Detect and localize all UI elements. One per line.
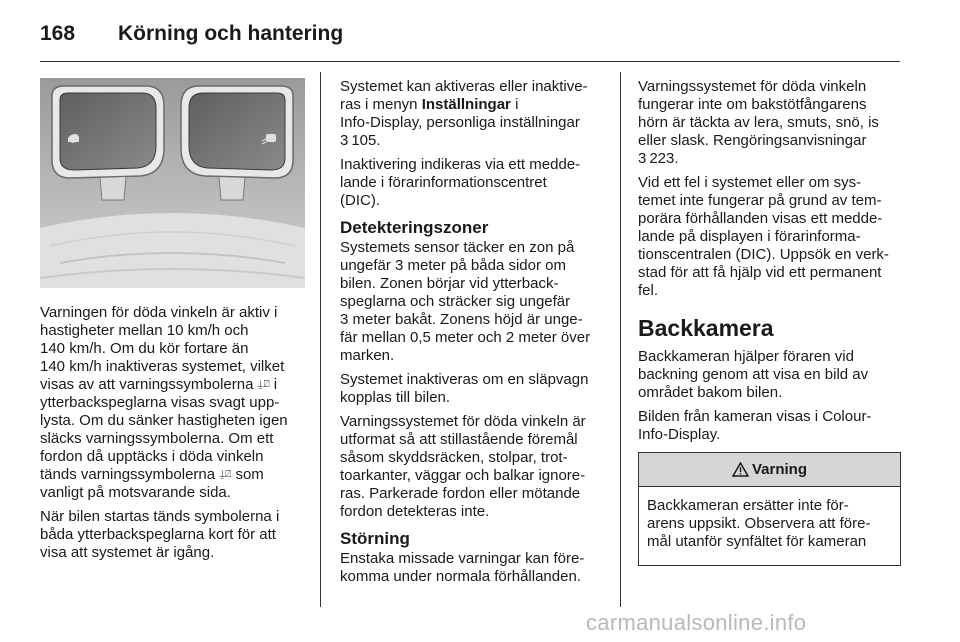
column-2: [340, 78, 606, 592]
section-heading: Störning: [340, 529, 410, 548]
blind-spot-car-icon: ⍊⍁: [219, 469, 232, 480]
watermark: carmanualsonline.info: [586, 610, 807, 635]
header-divider: [40, 61, 900, 62]
page-reference-arrow-icon: 3: [638, 150, 647, 167]
page-number: 168: [40, 22, 76, 45]
page-title: Körning och hantering: [118, 22, 344, 45]
column-divider: [320, 72, 321, 607]
paragraph: Backkameran hjälper föraren vid backning genom att visa en bild av området bakom bilen.: [638, 348, 869, 401]
paragraph: Inaktivering indikeras via ett medde‐ lande i förarinformationscentret (DIC).: [340, 156, 581, 209]
paragraph: När bilen startas tänds symbolerna i båda ytterbackspeglarna kort för att visa att systemet är igång.: [40, 508, 280, 561]
page-header: [40, 22, 343, 48]
paragraph: Bilden från kameran visas i Colour- Info-Display.: [638, 408, 872, 443]
column-divider: [620, 72, 621, 607]
paragraph: Systemets sensor täcker en zon på ungefär 3 meter på båda sidor om bilen. Zonen börjar vid ytterback‐ speglarna och sträcker sig ungefär 3 meter bakåt. Zonens höjd är unge‐ fär mellan 0,5 meter och 2 meter över marken.: [340, 239, 591, 364]
warning-title: Varning: [751, 460, 807, 478]
warning-box: [638, 452, 901, 566]
menu-name: Inställningar: [421, 96, 511, 113]
warning-header: [639, 453, 900, 487]
page-reference-arrow-icon: 3: [340, 132, 349, 149]
paragraph: Vid ett fel i systemet eller om sys‐ temet inte fungerar på grund av tem‐ porära förhållanden visas ett medde‐ lande på displayen i förarinforma‐ tionscentralen (DIC). Uppsök en verk‐ stad för att få hjälp vid ett permanent fel.: [638, 174, 889, 299]
paragraph: Varningssystemet för döda vinkeln är utformat så att stillastående föremål såsom skyddsräcken, stolpar, trot‐ toarkanter, väggar och balkar ignore‐ ras. Parkerade fordon eller mötande fordon detekteras inte.: [340, 413, 586, 520]
paragraph: Varningen för döda vinkeln är aktiv i hastigheter mellan 10 km/h och 140 km/h. Om du kör fortare än 140 km/h inaktiveras systemet, vilket visas av att varningssymbolerna ⍊⍁ i ytterbackspeglarna visas svagt upp‐ lysta. Om du sänker hastigheten igen släcks varningssymbolerna. Om ett fordon då upptäcks i döda vinkeln tänds varningssymbolerna ⍊⍁ som vanligt på motsvarande sida.: [40, 304, 288, 501]
blind-spot-car-icon: ⍊⍁: [257, 379, 270, 390]
section-heading: Backkamera: [638, 315, 774, 341]
paragraph: Systemet inaktiveras om en släpvagn kopplas till bilen.: [340, 371, 589, 406]
paragraph: Systemet kan aktiveras eller inaktive‐ ras i menyn Inställningar i Info-Display, personliga inställningar 3 105.: [340, 78, 588, 149]
paragraph: Enstaka missade varningar kan före‐ komma under normala förhållanden.: [340, 550, 585, 585]
side-mirrors-illustration: [40, 78, 305, 288]
warning-triangle-icon: [732, 462, 749, 477]
warning-text: Backkameran ersätter inte för‐ arens uppsikt. Observera att före‐ mål utanför synfältet för kameran: [647, 497, 871, 550]
paragraph: Varningssystemet för döda vinkeln fungerar inte om bakstötfångarens hörn är täckta av lera, smuts, snö, is eller slask. Rengöringsanvisningar 3 223.: [638, 78, 879, 167]
column-3: [638, 78, 902, 566]
section-heading: Detekteringszoner: [340, 218, 489, 237]
column-1: [40, 78, 305, 568]
